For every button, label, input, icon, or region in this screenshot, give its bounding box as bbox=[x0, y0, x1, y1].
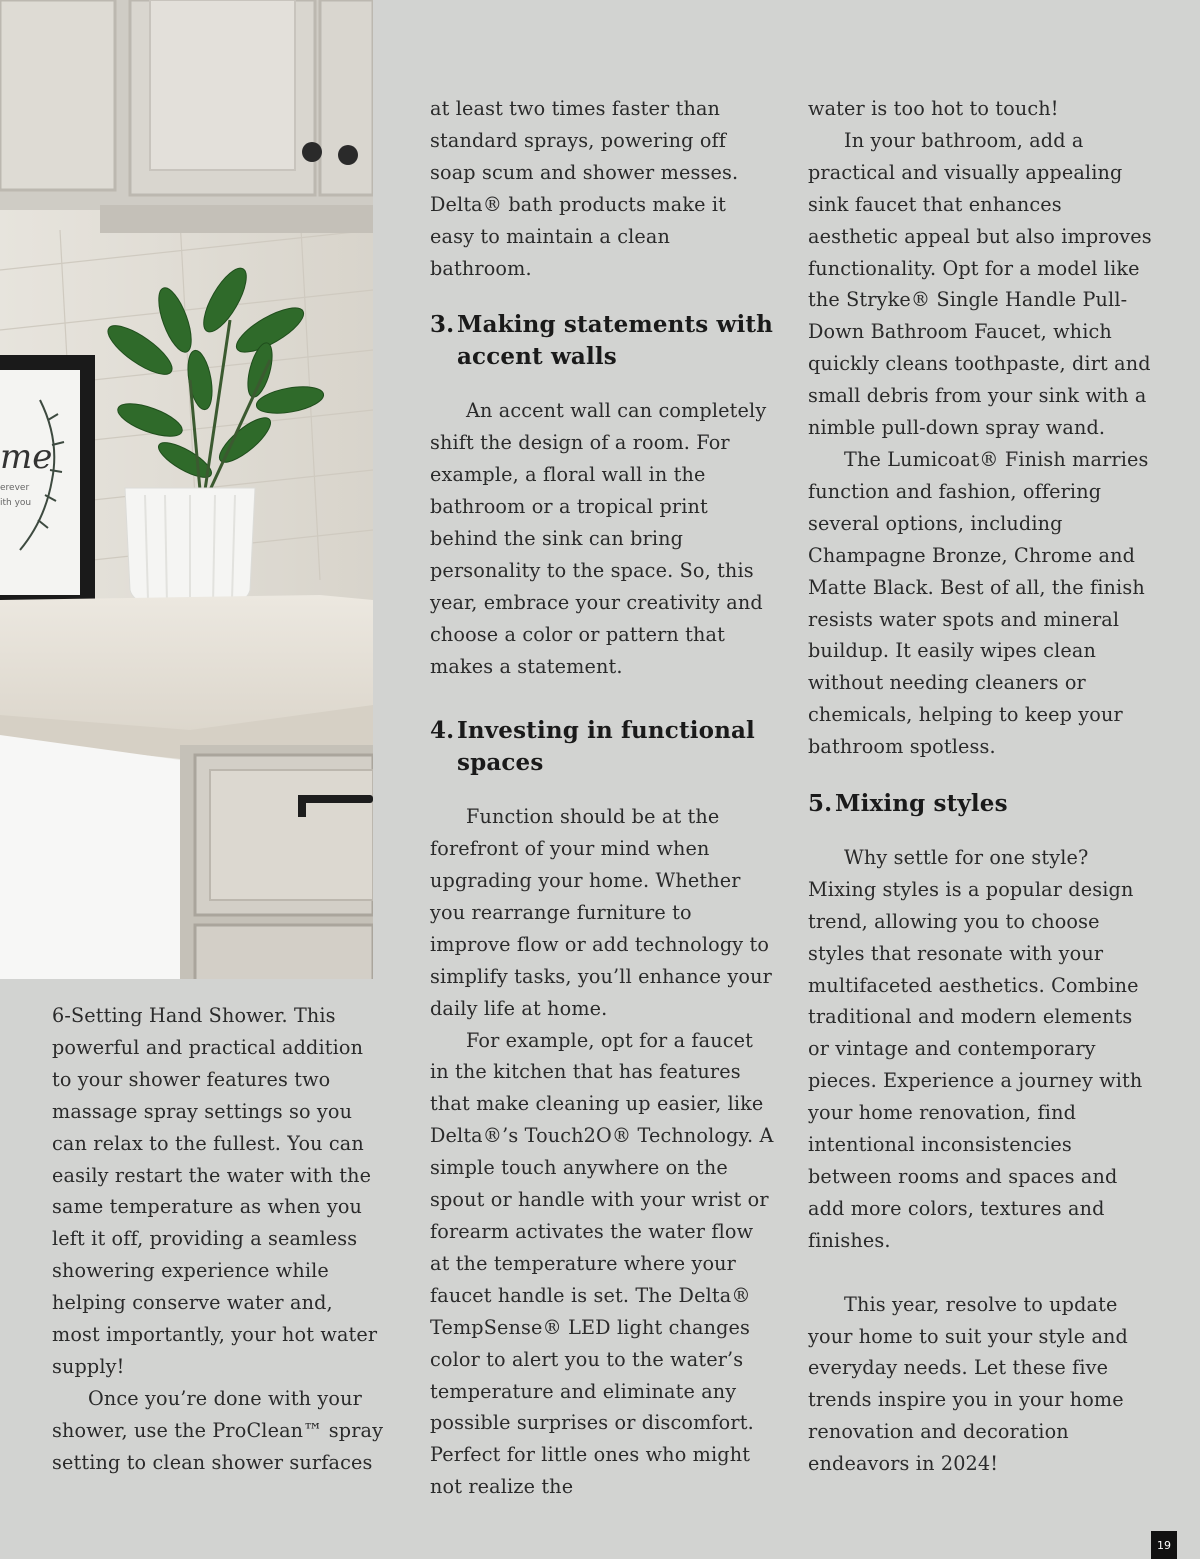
paragraph: The Lumicoat® Finish marries function and fashion, offering several options, including Champagne Bronze, Chrome and Matte Black. Best of all, the finish resists water spots and mineral buildup. It easily wipes clean without needing cleaners or chemicals, helping to keep your bathroom spotless. bbox=[808, 447, 1149, 759]
heading-number: 4. bbox=[430, 717, 455, 745]
heading-number: 3. bbox=[430, 311, 455, 339]
heading-text: Mixing styles bbox=[835, 790, 1008, 818]
page-number: 19 bbox=[1151, 1531, 1177, 1559]
paragraph: In your bathroom, add a practical and visually appealing sink faucet that enhances aesthetic appeal but also improves functionality. Opt for a model like the Stryke® Single Handle Pull-Down Bathroom Faucet, which quickly cleans toothpaste, dirt and small debris from your sink with a nimble pull-down spray wand. bbox=[808, 128, 1152, 440]
paragraph: Function should be at the forefront of your mind when upgrading your home. Whether you rearrange furniture to improve flow or add technology to simplify tasks, you’ll enhance your daily life at home. bbox=[430, 805, 772, 1020]
section-heading-4 bbox=[430, 715, 776, 779]
bathroom-photo bbox=[0, 0, 373, 979]
paragraph: 6-Setting Hand Shower. This powerful and practical addition to your shower features two massage spray settings so you can relax to the fullest. You can easily restart the water with the same temperature as when you left it off, providing a seamless showering experience while helping conserve water and, most importantly, your hot water supply! bbox=[52, 1004, 378, 1378]
paragraph: at least two times faster than standard sprays, powering off soap scum and shower messes. Delta® bath products make it easy to maintain a clean bathroom. bbox=[430, 97, 739, 280]
paragraph: This year, resolve to update your home to suit your style and everyday needs. Let these five trends inspire you in your home renovation and decoration endeavors in 2024! bbox=[808, 1292, 1128, 1476]
paragraph: An accent wall can completely shift the design of a room. For example, a floral wall in the bathroom or a tropical print behind the sink can bring personality to the space. So, this year, embrace your creativity and choose a color or pattern that makes a statement. bbox=[430, 399, 767, 678]
section-heading-5 bbox=[808, 788, 1154, 820]
paragraph: Once you’re done with your shower, use the ProClean™ spray setting to clean shower surfaces bbox=[52, 1386, 384, 1474]
text-column-3 bbox=[808, 93, 1154, 1480]
paragraph: water is too hot to touch! bbox=[808, 97, 1059, 120]
frame-text-line1: erever bbox=[0, 483, 30, 493]
bathroom-vanity-illustration bbox=[0, 0, 373, 979]
frame-text-line2: ith you bbox=[0, 498, 32, 508]
frame-text-large: me bbox=[0, 437, 53, 477]
heading-number: 5. bbox=[808, 790, 833, 818]
paragraph: Why settle for one style? Mixing styles is a popular design trend, allowing you to choose styles that resonate with your multifaceted aesthetics. Combine traditional and modern elements or vintage and contemporary pieces. Experience a journey with your home renovation, find intentional inconsistencies between rooms and spaces and add more colors, textures and finishes. bbox=[808, 845, 1143, 1252]
text-column-1 bbox=[52, 1000, 384, 1479]
text-column-2 bbox=[430, 93, 776, 1503]
paragraph: For example, opt for a faucet in the kitchen that has features that make cleaning up easier, like Delta®’s Touch2O® Technology. A simple touch anywhere on the spout or handle with your wrist or forearm activates the water flow at the temperature where your faucet handle is set. The Delta® TempSense® LED light changes color to alert you to the water’s temperature and eliminate any possible surprises or discomfort. Perfect for little ones who might not realize the bbox=[430, 1028, 774, 1499]
heading-text: Making statements with accent walls bbox=[457, 311, 774, 371]
heading-text: Investing in functional spaces bbox=[457, 717, 755, 777]
section-heading-3 bbox=[430, 309, 776, 373]
